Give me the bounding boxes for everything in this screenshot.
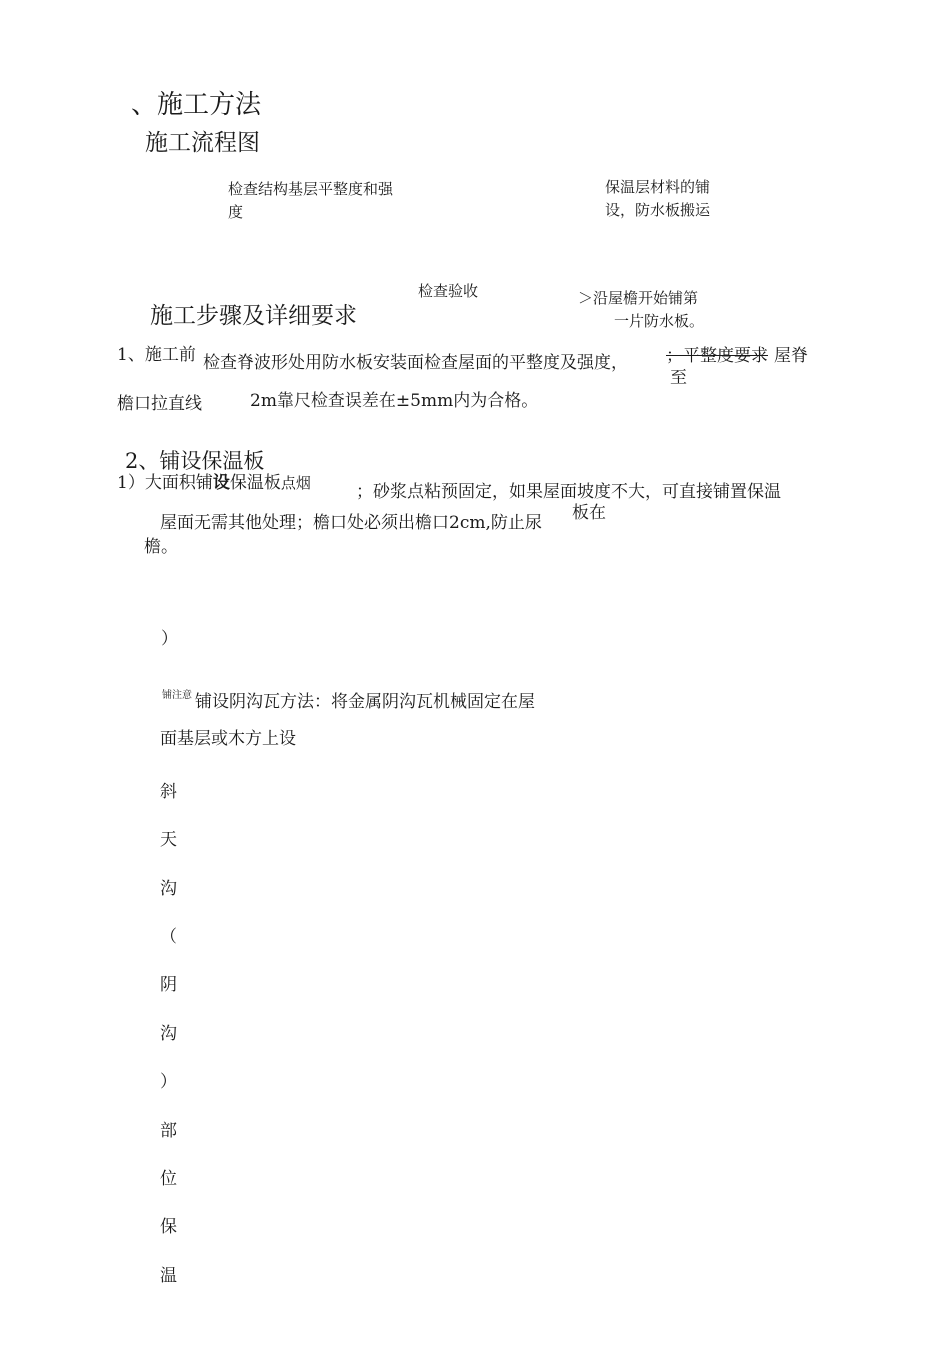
flow-box-first-board: [578, 287, 704, 332]
step2-label-d: 点烟: [280, 474, 311, 492]
note-text: 铺设阴沟瓦方法：将金属阴沟瓦机械固定在屋: [195, 692, 535, 712]
step1-tail: 屋脊: [774, 346, 808, 366]
step1-text: 检查脊波形处用防水板安装面检查屋面的平整度及强度，: [203, 353, 628, 373]
vertical-char-8: 部: [160, 1121, 177, 1141]
note-small-label: 铺注意: [162, 690, 192, 701]
flow-box-inspect-base-line1: 检查结构基层平整度和强: [228, 180, 394, 198]
step2-overlap: 板在: [572, 503, 606, 523]
step2-label-c: 保温板: [229, 473, 281, 493]
heading-flowchart: 施工流程图: [145, 130, 260, 156]
vertical-char-1: 斜: [160, 782, 177, 802]
step2-label-a: 1）大面积铺: [117, 473, 213, 493]
vertical-char-9: 位: [160, 1169, 177, 1189]
step2-line1-rest: ；砂浆点粘预固定，如果屋面坡度不大，可直接铺置保温: [356, 482, 781, 502]
step2-label: [117, 474, 311, 494]
heading-steps: 施工步骤及详细要求: [150, 303, 357, 329]
heading-construction-method: 、施工方法: [131, 90, 262, 120]
note-line2: 面基层或木方上设: [160, 729, 296, 749]
paren-close: ）: [161, 629, 178, 649]
step1-line2-left: 檐口拉直线: [117, 394, 202, 414]
flow-box-insulation-line2: 设，防水板搬运: [605, 200, 711, 219]
vertical-char-11: 温: [160, 1266, 177, 1286]
vertical-char-10: 保: [160, 1217, 177, 1237]
vertical-char-3: 沟: [160, 879, 177, 899]
step2-line2: 屋面无需其他处理；檐口处必须出檐口2cm,防止尿: [160, 513, 542, 533]
flow-box-acceptance: 检查验收: [418, 282, 479, 300]
step2-label-b: 设: [212, 473, 230, 493]
step2-heading: 2、铺设保温板: [125, 449, 265, 473]
vertical-char-7: ）: [160, 1072, 177, 1092]
flow-box-inspect-base-line2: 度: [228, 202, 244, 221]
step1-label: 1、施工前: [117, 345, 196, 365]
flow-box-insulation: [605, 176, 710, 221]
flow-box-first-board-line1: ＞沿屋檐开始铺第: [578, 289, 699, 307]
vertical-char-5: 阴: [160, 975, 177, 995]
step1-strike-text: ；平整度要求: [666, 346, 768, 366]
step1-wrap: 至: [670, 368, 687, 388]
step1-line2-right: 2m靠尺检查误差在±5mm内为合格。: [250, 391, 539, 411]
flow-box-insulation-line1: 保温层材料的铺: [605, 178, 711, 196]
vertical-char-6: 沟: [160, 1024, 177, 1044]
step2-line3: 檐。: [144, 537, 178, 557]
vertical-char-4: （: [160, 927, 177, 947]
vertical-char-2: 天: [160, 830, 177, 850]
flow-box-first-board-line2: 一片防水板。: [614, 311, 705, 330]
flow-box-inspect-base: [228, 178, 393, 223]
